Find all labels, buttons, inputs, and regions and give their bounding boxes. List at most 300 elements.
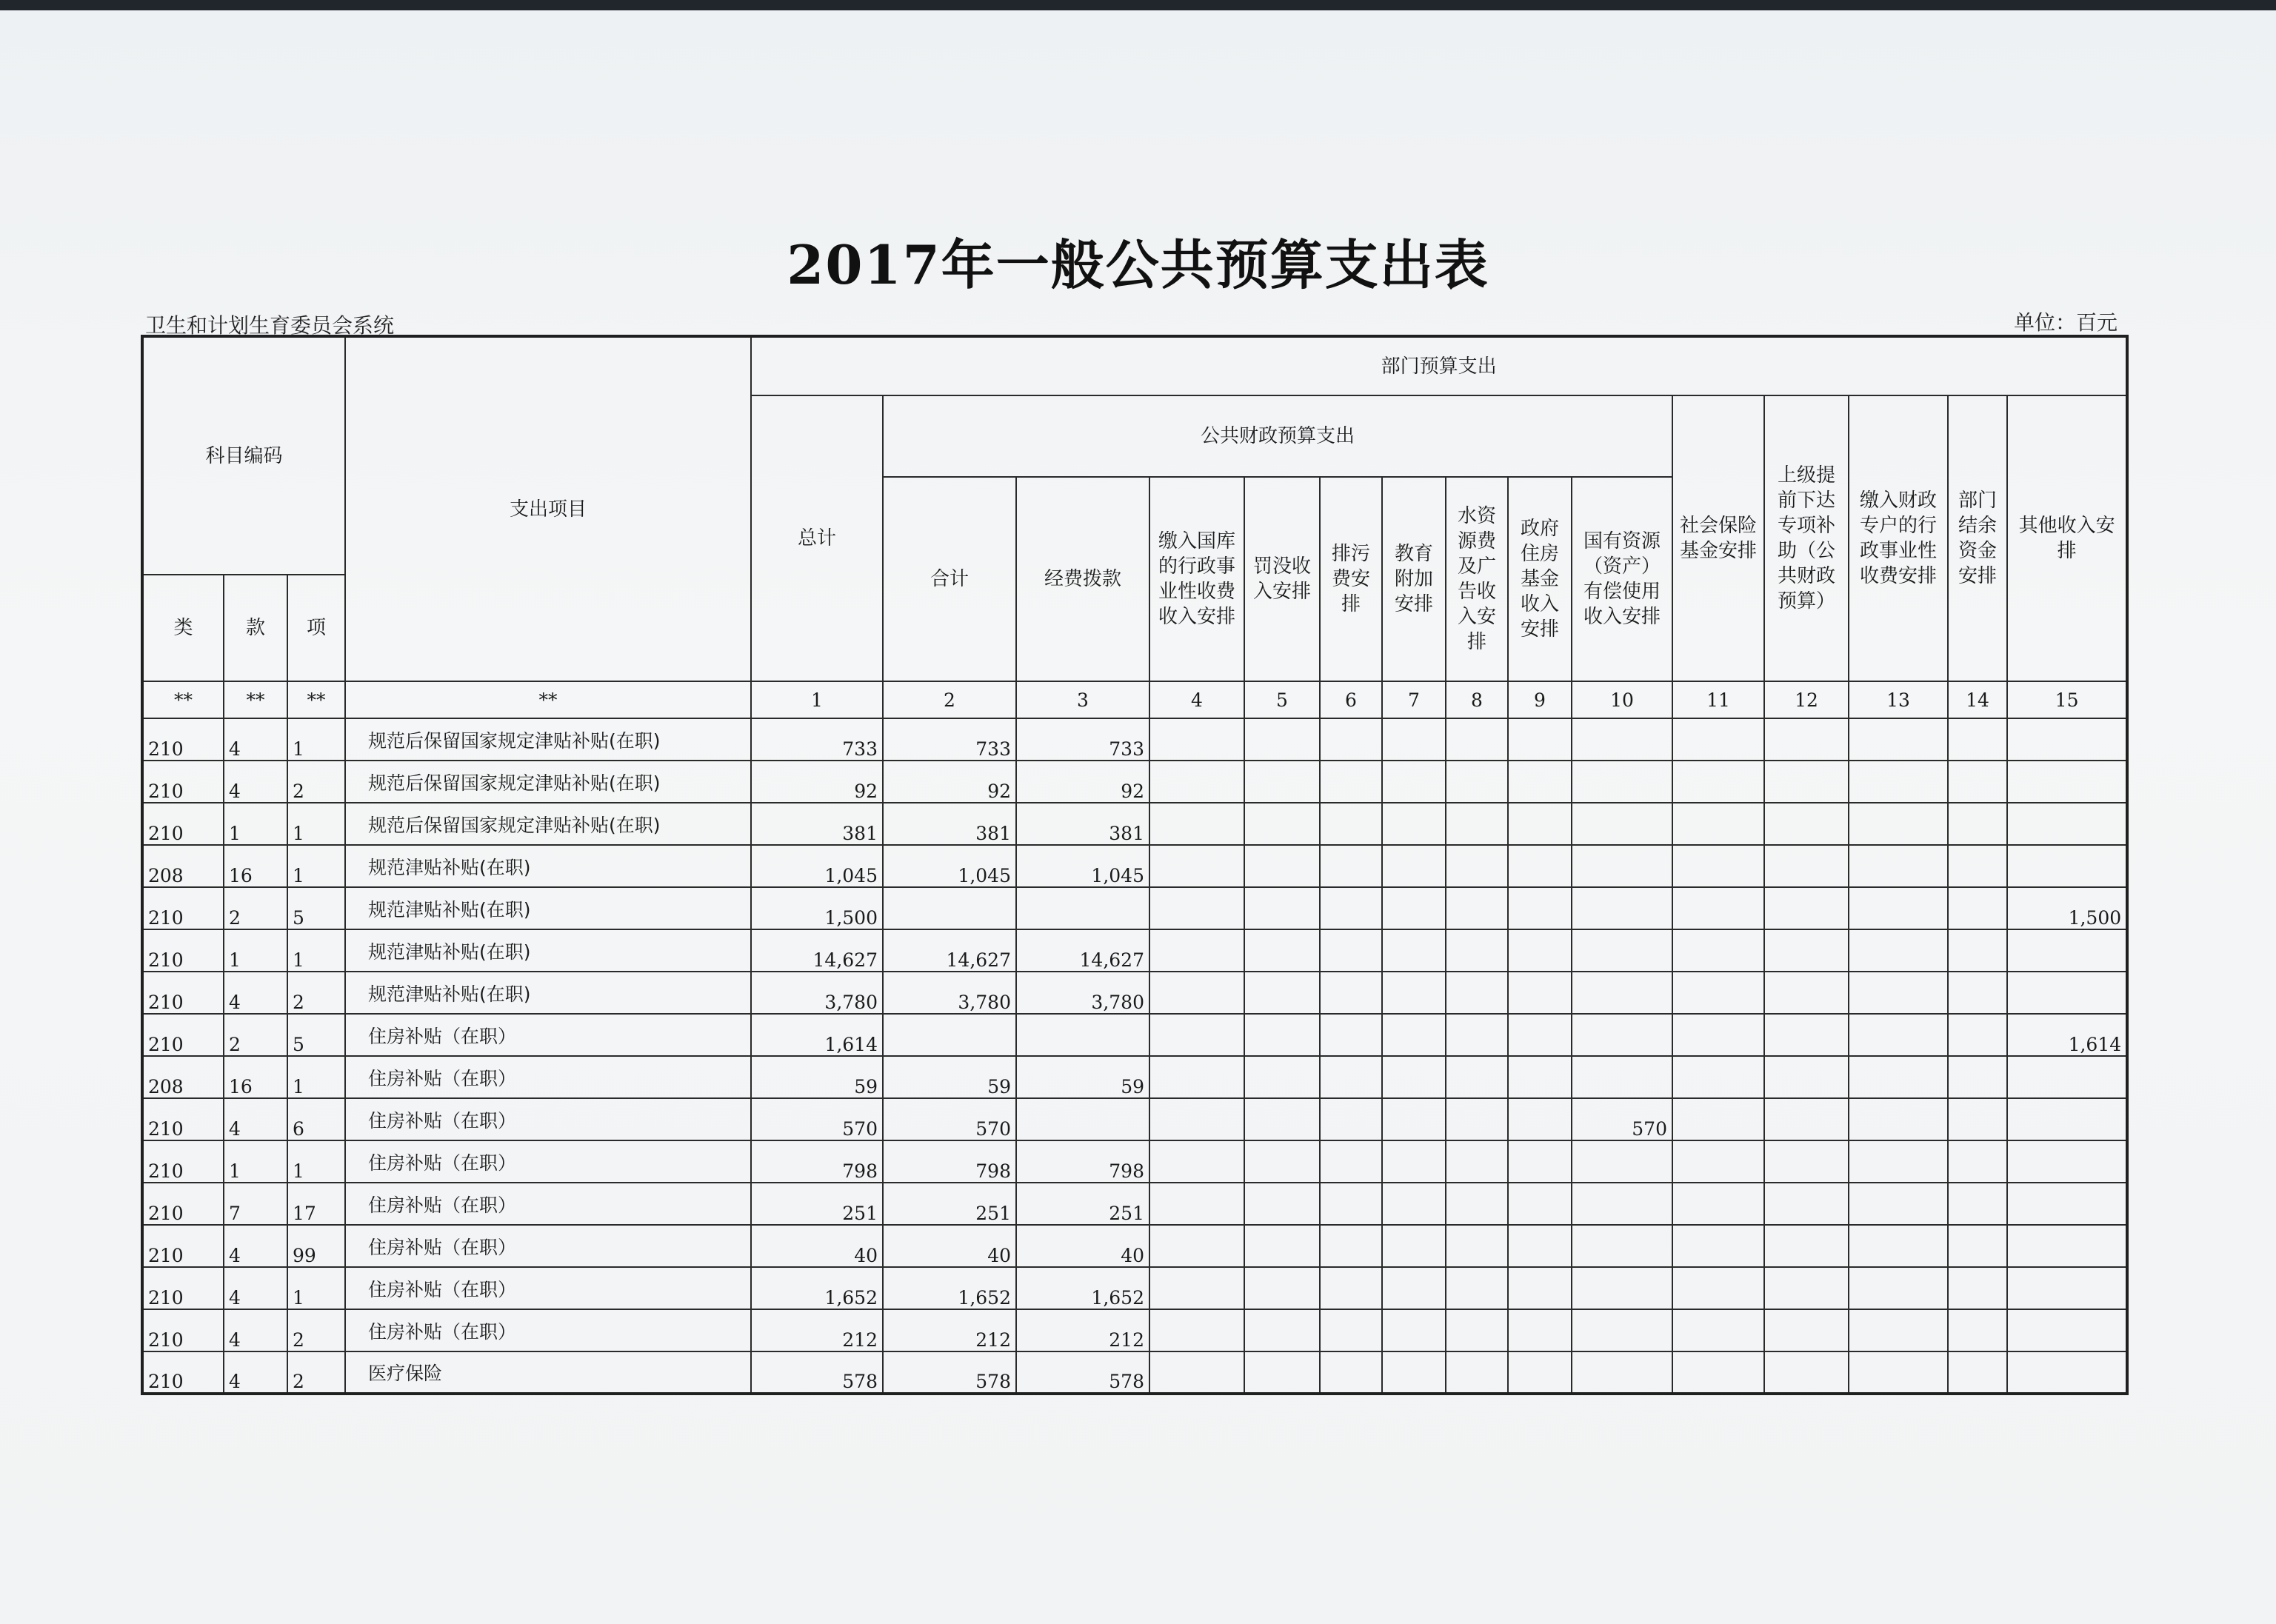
cell-c12 (1764, 1309, 1849, 1351)
cell-c13 (1849, 803, 1948, 845)
cell-c5 (1244, 718, 1320, 761)
cell-c2: 798 (883, 1140, 1016, 1183)
cell-c6 (1320, 1140, 1382, 1183)
cell-xiang: 1 (287, 1056, 345, 1098)
cell-c11 (1672, 1309, 1764, 1351)
cell-xiang: 1 (287, 1140, 345, 1183)
cell-c15 (2007, 929, 2127, 972)
cell-item: 住房补贴（在职） (345, 1309, 751, 1351)
cell-c9 (1508, 1056, 1572, 1098)
cell-c11 (1672, 761, 1764, 803)
cell-c1: 578 (751, 1351, 883, 1394)
cell-c14 (1948, 1309, 2007, 1351)
cell-c4 (1149, 1183, 1244, 1225)
cell-c14 (1948, 929, 2007, 972)
cell-c15 (2007, 1225, 2127, 1267)
header-funding: 经费拨款 (1016, 477, 1149, 681)
cell-c6 (1320, 1225, 1382, 1267)
header-c8: 水资源费及广告收入安排 (1446, 477, 1508, 681)
cell-c14 (1948, 1183, 2007, 1225)
cell-c10 (1572, 1225, 1672, 1267)
cell-kuan: 1 (224, 929, 287, 972)
cell-xiang: 2 (287, 1309, 345, 1351)
cell-c1: 1,614 (751, 1014, 883, 1056)
header-c9: 政府住房基金收入安排 (1508, 477, 1572, 681)
cell-item: 住房补贴（在职） (345, 1183, 751, 1225)
cell-kuan: 2 (224, 1014, 287, 1056)
cell-item: 规范津贴补贴(在职) (345, 929, 751, 972)
cell-c2 (883, 1014, 1016, 1056)
cell-c14 (1948, 887, 2007, 929)
header-xiang: 项 (287, 575, 345, 681)
header-dept-budget: 部门预算支出 (751, 336, 2127, 395)
header-kuan: 款 (224, 575, 287, 681)
table-row (142, 887, 2127, 929)
cell-c2: 14,627 (883, 929, 1016, 972)
cell-c10 (1572, 761, 1672, 803)
table-row (142, 1225, 2127, 1267)
cell-c7 (1382, 1056, 1446, 1098)
cell-c15 (2007, 1098, 2127, 1140)
cell-c12 (1764, 1225, 1849, 1267)
cell-xiang: 5 (287, 887, 345, 929)
cell-c3: 578 (1016, 1351, 1149, 1394)
cell-xiang: 2 (287, 1351, 345, 1394)
cell-c7 (1382, 1225, 1446, 1267)
cell-c13 (1849, 1056, 1948, 1098)
cell-lei: 210 (142, 1140, 224, 1183)
cell-c4 (1149, 803, 1244, 845)
cell-c13 (1849, 761, 1948, 803)
cell-c9 (1508, 1351, 1572, 1394)
colnum-14: 14 (1948, 681, 2007, 718)
cell-kuan: 2 (224, 887, 287, 929)
cell-c1: 212 (751, 1309, 883, 1351)
cell-c15 (2007, 1351, 2127, 1394)
cell-lei: 210 (142, 972, 224, 1014)
header-c5: 罚没收入安排 (1244, 477, 1320, 681)
cell-c6 (1320, 887, 1382, 929)
cell-c13 (1849, 718, 1948, 761)
table-row (142, 1183, 2127, 1225)
colnum-4: 4 (1149, 681, 1244, 718)
header-c11: 社会保险基金安排 (1672, 395, 1764, 681)
cell-c15 (2007, 1140, 2127, 1183)
header-expense-item: 支出项目 (345, 336, 751, 681)
cell-c11 (1672, 1225, 1764, 1267)
cell-c2: 1,652 (883, 1267, 1016, 1309)
cell-c8 (1446, 1225, 1508, 1267)
cell-c8 (1446, 1140, 1508, 1183)
cell-c5 (1244, 803, 1320, 845)
cell-c13 (1849, 845, 1948, 887)
cell-c13 (1849, 1225, 1948, 1267)
cell-c10 (1572, 1309, 1672, 1351)
cell-kuan: 7 (224, 1183, 287, 1225)
header-c10: 国有资源（资产）有偿使用收入安排 (1572, 477, 1672, 681)
colnum-9: 9 (1508, 681, 1572, 718)
cell-c7 (1382, 1267, 1446, 1309)
cell-c8 (1446, 1014, 1508, 1056)
cell-c11 (1672, 972, 1764, 1014)
cell-c10 (1572, 803, 1672, 845)
cell-c8 (1446, 1351, 1508, 1394)
cell-c10 (1572, 1351, 1672, 1394)
cell-c10 (1572, 1014, 1672, 1056)
cell-c4 (1149, 1098, 1244, 1140)
cell-lei: 208 (142, 845, 224, 887)
cell-c14 (1948, 1014, 2007, 1056)
cell-c8 (1446, 718, 1508, 761)
cell-c3: 40 (1016, 1225, 1149, 1267)
cell-c5 (1244, 1014, 1320, 1056)
cell-c12 (1764, 887, 1849, 929)
header-c12: 上级提前下达专项补助（公共财政预算） (1764, 395, 1849, 681)
colnum-11: 11 (1672, 681, 1764, 718)
cell-c4 (1149, 972, 1244, 1014)
cell-c10 (1572, 718, 1672, 761)
cell-c10 (1572, 1056, 1672, 1098)
cell-c3 (1016, 887, 1149, 929)
organization-label: 卫生和计划生育委员会系统 (145, 313, 395, 338)
cell-c1: 3,780 (751, 972, 883, 1014)
cell-c3 (1016, 1098, 1149, 1140)
cell-c3: 733 (1016, 718, 1149, 761)
cell-kuan: 4 (224, 1098, 287, 1140)
colnum-lei: ** (142, 681, 224, 718)
cell-c11 (1672, 1098, 1764, 1140)
cell-c7 (1382, 1014, 1446, 1056)
cell-c9 (1508, 1014, 1572, 1056)
cell-c15 (2007, 972, 2127, 1014)
table-row (142, 1056, 2127, 1098)
cell-c2: 251 (883, 1183, 1016, 1225)
cell-c3: 1,652 (1016, 1267, 1149, 1309)
cell-c4 (1149, 929, 1244, 972)
budget-table (141, 335, 2129, 1395)
cell-c6 (1320, 929, 1382, 972)
cell-c8 (1446, 887, 1508, 929)
cell-c9 (1508, 1140, 1572, 1183)
cell-c6 (1320, 1183, 1382, 1225)
colnum-2: 2 (883, 681, 1016, 718)
cell-c5 (1244, 972, 1320, 1014)
cell-c8 (1446, 929, 1508, 972)
cell-item: 规范津贴补贴(在职) (345, 845, 751, 887)
cell-c1: 381 (751, 803, 883, 845)
cell-c13 (1849, 1098, 1948, 1140)
colnum-15: 15 (2007, 681, 2127, 718)
cell-item: 医疗保险 (345, 1351, 751, 1394)
cell-c12 (1764, 1267, 1849, 1309)
cell-c10 (1572, 1267, 1672, 1309)
header-c13: 缴入财政专户的行政事业性收费安排 (1849, 395, 1948, 681)
cell-c3: 381 (1016, 803, 1149, 845)
table-row (142, 718, 2127, 761)
cell-c10 (1572, 1140, 1672, 1183)
cell-c6 (1320, 1014, 1382, 1056)
cell-item: 规范津贴补贴(在职) (345, 972, 751, 1014)
cell-c11 (1672, 1183, 1764, 1225)
cell-c6 (1320, 845, 1382, 887)
cell-lei: 210 (142, 1267, 224, 1309)
cell-c2: 578 (883, 1351, 1016, 1394)
cell-c4 (1149, 1014, 1244, 1056)
colnum-13: 13 (1849, 681, 1948, 718)
cell-item: 规范津贴补贴(在职) (345, 887, 751, 929)
cell-c14 (1948, 1140, 2007, 1183)
cell-c14 (1948, 1098, 2007, 1140)
colnum-item: ** (345, 681, 751, 718)
cell-c1: 92 (751, 761, 883, 803)
cell-c1: 1,652 (751, 1267, 883, 1309)
cell-xiang: 1 (287, 929, 345, 972)
cell-c9 (1508, 887, 1572, 929)
cell-c14 (1948, 1351, 2007, 1394)
cell-c14 (1948, 845, 2007, 887)
cell-c12 (1764, 718, 1849, 761)
header-subtotal: 合计 (883, 477, 1016, 681)
header-c6: 排污费安排 (1320, 477, 1382, 681)
cell-c7 (1382, 803, 1446, 845)
cell-lei: 208 (142, 1056, 224, 1098)
cell-item: 住房补贴（在职） (345, 1267, 751, 1309)
cell-xiang: 1 (287, 803, 345, 845)
cell-lei: 210 (142, 929, 224, 972)
cell-c9 (1508, 972, 1572, 1014)
cell-c6 (1320, 1351, 1382, 1394)
cell-item: 规范后保留国家规定津贴补贴(在职) (345, 803, 751, 845)
cell-c8 (1446, 1267, 1508, 1309)
cell-c5 (1244, 761, 1320, 803)
cell-c9 (1508, 1098, 1572, 1140)
cell-lei: 210 (142, 1014, 224, 1056)
cell-c14 (1948, 972, 2007, 1014)
cell-c14 (1948, 761, 2007, 803)
cell-c5 (1244, 1098, 1320, 1140)
cell-c5 (1244, 1183, 1320, 1225)
cell-lei: 210 (142, 887, 224, 929)
cell-c9 (1508, 1309, 1572, 1351)
cell-c13 (1849, 1309, 1948, 1351)
cell-c12 (1764, 1183, 1849, 1225)
cell-c3: 59 (1016, 1056, 1149, 1098)
cell-c7 (1382, 1183, 1446, 1225)
colnum-kuan: ** (224, 681, 287, 718)
cell-item: 规范后保留国家规定津贴补贴(在职) (345, 718, 751, 761)
colnum-xiang: ** (287, 681, 345, 718)
cell-c5 (1244, 1056, 1320, 1098)
cell-c1: 14,627 (751, 929, 883, 972)
cell-c11 (1672, 718, 1764, 761)
cell-kuan: 4 (224, 1225, 287, 1267)
cell-lei: 210 (142, 761, 224, 803)
header-c4: 缴入国库的行政事业性收费收入安排 (1149, 477, 1244, 681)
header-public-finance: 公共财政预算支出 (883, 395, 1672, 477)
cell-xiang: 5 (287, 1014, 345, 1056)
cell-lei: 210 (142, 1351, 224, 1394)
cell-c2: 381 (883, 803, 1016, 845)
cell-lei: 210 (142, 803, 224, 845)
cell-c13 (1849, 972, 1948, 1014)
cell-c11 (1672, 1267, 1764, 1309)
cell-c4 (1149, 1309, 1244, 1351)
cell-c15 (2007, 1056, 2127, 1098)
cell-c8 (1446, 845, 1508, 887)
cell-xiang: 17 (287, 1183, 345, 1225)
header-subject-code: 科目编码 (142, 336, 345, 575)
cell-c11 (1672, 1014, 1764, 1056)
cell-kuan: 1 (224, 1140, 287, 1183)
cell-c13 (1849, 929, 1948, 972)
cell-c6 (1320, 1267, 1382, 1309)
table-row (142, 803, 2127, 845)
table-row (142, 761, 2127, 803)
cell-c6 (1320, 718, 1382, 761)
cell-c2: 570 (883, 1098, 1016, 1140)
cell-c2: 212 (883, 1309, 1016, 1351)
cell-c10 (1572, 845, 1672, 887)
cell-kuan: 4 (224, 718, 287, 761)
cell-xiang: 1 (287, 1267, 345, 1309)
header-total: 总计 (751, 395, 883, 681)
cell-c15 (2007, 1183, 2127, 1225)
cell-c9 (1508, 803, 1572, 845)
cell-c11 (1672, 929, 1764, 972)
cell-c11 (1672, 887, 1764, 929)
cell-c7 (1382, 1140, 1446, 1183)
table-row (142, 1351, 2127, 1394)
cell-item: 规范后保留国家规定津贴补贴(在职) (345, 761, 751, 803)
cell-item: 住房补贴（在职） (345, 1056, 751, 1098)
cell-c1: 570 (751, 1098, 883, 1140)
cell-item: 住房补贴（在职） (345, 1140, 751, 1183)
cell-c3 (1016, 1014, 1149, 1056)
cell-c15 (2007, 718, 2127, 761)
cell-c3: 798 (1016, 1140, 1149, 1183)
cell-c14 (1948, 1267, 2007, 1309)
cell-c11 (1672, 1140, 1764, 1183)
colnum-7: 7 (1382, 681, 1446, 718)
table-row (142, 972, 2127, 1014)
cell-c3: 92 (1016, 761, 1149, 803)
cell-c15 (2007, 845, 2127, 887)
colnum-12: 12 (1764, 681, 1849, 718)
cell-c12 (1764, 1056, 1849, 1098)
cell-c1: 40 (751, 1225, 883, 1267)
cell-lei: 210 (142, 718, 224, 761)
scan-top-edge (0, 0, 2276, 10)
cell-c1: 1,500 (751, 887, 883, 929)
table-row (142, 1267, 2127, 1309)
table-row (142, 1014, 2127, 1056)
cell-lei: 210 (142, 1309, 224, 1351)
cell-c15 (2007, 1267, 2127, 1309)
cell-kuan: 16 (224, 845, 287, 887)
cell-c4 (1149, 1140, 1244, 1183)
cell-c2 (883, 887, 1016, 929)
cell-c6 (1320, 1098, 1382, 1140)
cell-c4 (1149, 1225, 1244, 1267)
colnum-1: 1 (751, 681, 883, 718)
column-number-row (142, 681, 2127, 718)
cell-c7 (1382, 761, 1446, 803)
cell-c5 (1244, 1225, 1320, 1267)
cell-c11 (1672, 845, 1764, 887)
cell-kuan: 1 (224, 803, 287, 845)
cell-kuan: 4 (224, 761, 287, 803)
cell-c11 (1672, 803, 1764, 845)
cell-c13 (1849, 1183, 1948, 1225)
table-row (142, 845, 2127, 887)
cell-c5 (1244, 1267, 1320, 1309)
cell-c7 (1382, 718, 1446, 761)
cell-c8 (1446, 1309, 1508, 1351)
table-body (142, 718, 2127, 1394)
cell-c10 (1572, 887, 1672, 929)
cell-c13 (1849, 1267, 1948, 1309)
cell-c1: 733 (751, 718, 883, 761)
cell-c2: 40 (883, 1225, 1016, 1267)
cell-c12 (1764, 1014, 1849, 1056)
cell-c12 (1764, 761, 1849, 803)
header-c14: 部门结余资金安排 (1948, 395, 2007, 681)
cell-c5 (1244, 887, 1320, 929)
cell-c9 (1508, 1183, 1572, 1225)
cell-c8 (1446, 803, 1508, 845)
cell-c15 (2007, 761, 2127, 803)
cell-c1: 59 (751, 1056, 883, 1098)
table-row (142, 1309, 2127, 1351)
cell-c13 (1849, 1140, 1948, 1183)
header-lei: 类 (142, 575, 224, 681)
cell-c3: 212 (1016, 1309, 1149, 1351)
cell-c7 (1382, 887, 1446, 929)
cell-c7 (1382, 1351, 1446, 1394)
cell-c9 (1508, 929, 1572, 972)
cell-lei: 210 (142, 1183, 224, 1225)
cell-c14 (1948, 1056, 2007, 1098)
cell-c7 (1382, 929, 1446, 972)
cell-c14 (1948, 718, 2007, 761)
table-row (142, 1098, 2127, 1140)
cell-c14 (1948, 803, 2007, 845)
cell-c15 (2007, 1309, 2127, 1351)
cell-c13 (1849, 1351, 1948, 1394)
cell-c8 (1446, 1183, 1508, 1225)
cell-c6 (1320, 1309, 1382, 1351)
document-title: 2017年一般公共预算支出表 (787, 233, 1489, 296)
cell-c9 (1508, 845, 1572, 887)
cell-c3: 3,780 (1016, 972, 1149, 1014)
colnum-5: 5 (1244, 681, 1320, 718)
cell-c12 (1764, 1098, 1849, 1140)
cell-c9 (1508, 718, 1572, 761)
cell-c11 (1672, 1056, 1764, 1098)
cell-c13 (1849, 887, 1948, 929)
cell-xiang: 1 (287, 718, 345, 761)
cell-c10 (1572, 1183, 1672, 1225)
cell-xiang: 1 (287, 845, 345, 887)
cell-c4 (1149, 761, 1244, 803)
cell-c4 (1149, 718, 1244, 761)
cell-c2: 59 (883, 1056, 1016, 1098)
table-row (142, 1140, 2127, 1183)
cell-xiang: 2 (287, 761, 345, 803)
cell-c15 (2007, 803, 2127, 845)
cell-c5 (1244, 1309, 1320, 1351)
cell-c2: 1,045 (883, 845, 1016, 887)
